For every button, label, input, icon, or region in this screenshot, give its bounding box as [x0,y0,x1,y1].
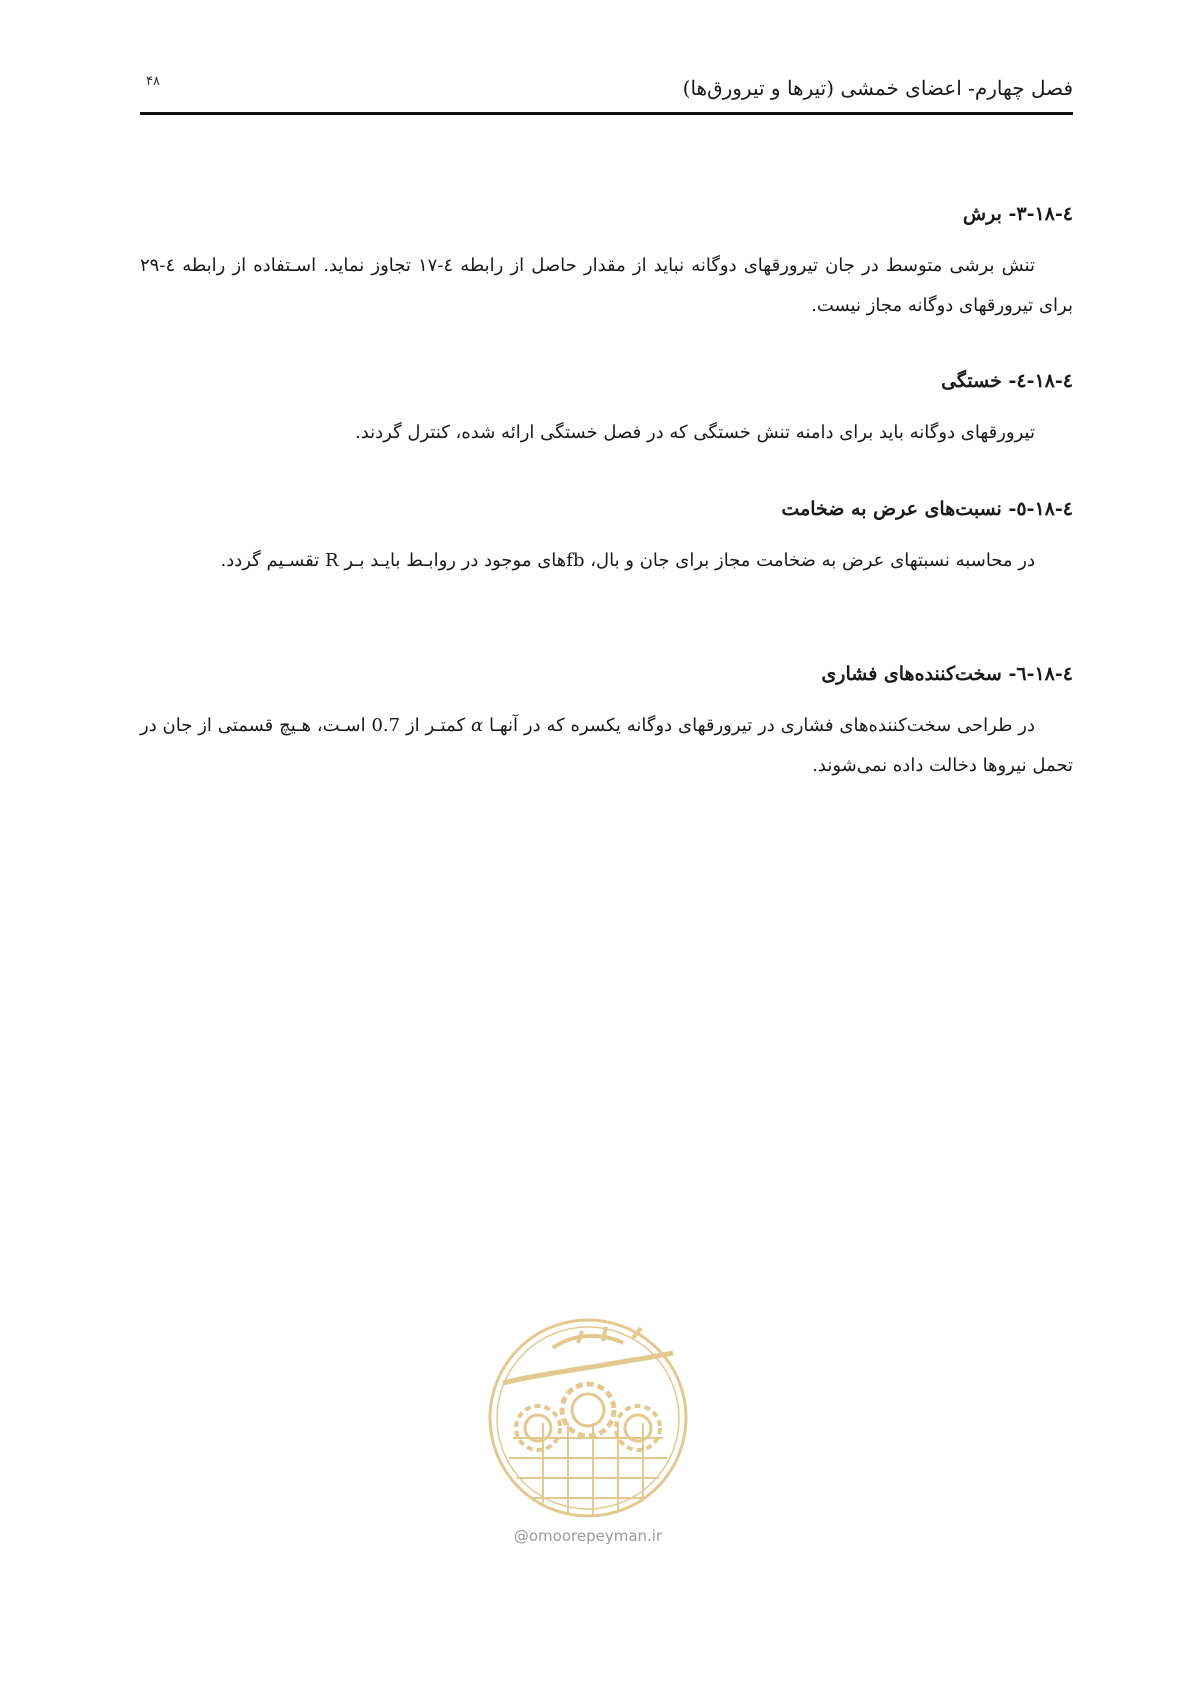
section-body: تنش برشی متوسط در جان تیرورقهای دوگانه نباید از مقدار حاصل از رابطه ٤-١٧ تجاوز نماید. اسـتفاده از رابطه ٤-٢٩ برای تیرورقهای دوگانه مجاز نیست. [140,255,1073,316]
section-fatigue [140,367,1073,453]
logo-emblem-icon [483,1313,693,1523]
section-shear [140,200,1073,326]
page-number: ۴۸ [146,74,160,89]
watermark-url: @omoorepeyman.ir [513,1527,663,1545]
section-body: تیرورقهای دوگانه باید برای دامنه تنش خستگی که در فصل خستگی ارائه شده، کنترل گردند. [354,422,1035,443]
section-width-thickness [140,495,1073,581]
section-body: در محاسبه نسبتهای عرض به ضخامت مجاز برای جان و بال، fbهای موجود در روابـط بایـد بـر R تقسـیم گردد. [220,550,1035,571]
chapter-title: فصل چهارم- اعضای خمشی (تیرها و تیرورق‌ها) [682,76,1073,100]
section-body: در طراحی سخت‌کننده‌های فشاری در تیرورقهای دوگانه یکسره که در آنهـا α کمتـر از 0.7 اسـت، هـیچ قسمتی از جان در تحمل نیروها دخالت داده نمی‌شوند. [140,715,1073,776]
header-divider [140,112,1073,115]
section-heading: ٤-١٨-٣- برش [962,203,1073,225]
watermark-logo [478,1313,698,1553]
alpha-symbol: α [470,715,484,736]
section-heading: ٤-١٨-٤- خستگی [941,370,1073,392]
section-stiffeners [140,660,1073,786]
section-heading: ٤-١٨-٦- سخت‌کننده‌های فشاری [821,663,1073,685]
section-heading: ٤-١٨-٥- نسبت‌های عرض به ضخامت [781,498,1073,520]
